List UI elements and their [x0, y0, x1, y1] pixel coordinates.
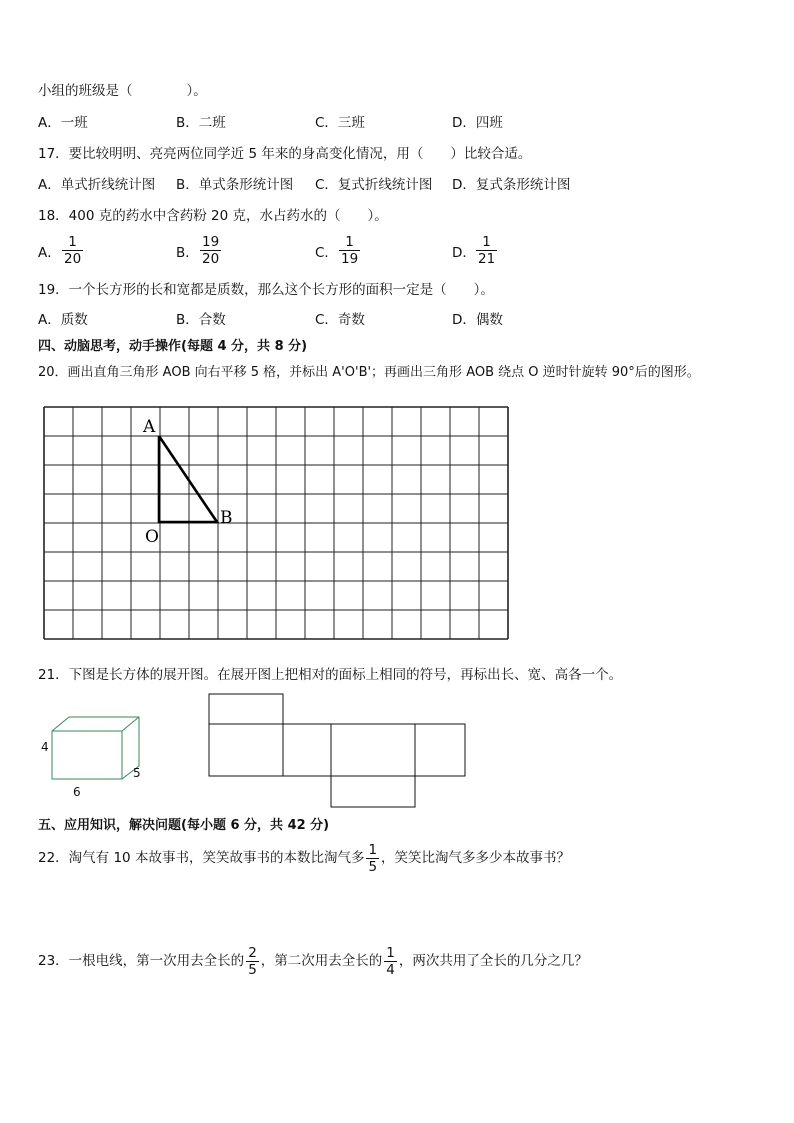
- q17-option-c: C．复式折线统计图: [315, 177, 433, 193]
- q18-option-c-letter: C．: [315, 245, 338, 261]
- q22-text: [38, 838, 570, 878]
- fraction-denominator: 20: [202, 251, 220, 267]
- q18-option-b-letter: B．: [176, 245, 199, 261]
- q21-text: 21．下图是长方体的展开图。在展开图上把相对的面标上相同的符号，再标出长、宽、高各一个。: [38, 667, 623, 683]
- net-face-3: [331, 724, 415, 776]
- label-o: O: [145, 527, 159, 547]
- q22-fraction: [366, 842, 379, 875]
- q16-option-d: D．四班: [452, 115, 503, 131]
- label-b: B: [220, 508, 233, 528]
- q22-text-before: 22．淘气有 10 本故事书，笑笑故事书的本数比淘气多: [38, 850, 365, 866]
- fraction-denominator: 5: [248, 961, 257, 978]
- q16-tail: 小组的班级是（ ）。: [38, 83, 207, 99]
- cuboid-length-label: 6: [73, 785, 81, 799]
- fraction-numerator: 19: [202, 234, 220, 250]
- net-face-2: [283, 724, 331, 776]
- net-face-1: [209, 724, 283, 776]
- q19-text: 19．一个长方形的长和宽都是质数，那么这个长方形的面积一定是（ ）。: [38, 282, 494, 298]
- q16-option-b: B．二班: [176, 115, 226, 131]
- grid-lines: [44, 407, 508, 639]
- fraction-denominator: 5: [368, 858, 378, 875]
- fraction-numerator: 1: [345, 234, 354, 250]
- triangle-aob: [159, 436, 217, 522]
- fraction-numerator: 2: [248, 944, 257, 961]
- fraction-numerator: 1: [386, 944, 395, 961]
- q19-option-b: B．合数: [176, 312, 226, 328]
- q23-fraction-2: [384, 945, 397, 978]
- q19-option-d: D．偶数: [452, 312, 503, 328]
- fraction-denominator: 19: [341, 251, 359, 267]
- q18-option-d-letter: D．: [452, 245, 476, 261]
- section-4-heading: 四、动脑思考，动手操作(每题 4 分，共 8 分): [38, 339, 308, 354]
- q20-text: 20．画出直角三角形 AOB 向右平移 5 格，并标出 A'O'B'；再画出三角形 AOB 绕点 O 逆时针旋转 90°后的图形。: [38, 365, 700, 380]
- section-5-heading: 五、应用知识，解决问题(每小题 6 分，共 42 分): [38, 818, 330, 833]
- q16-option-a: A．一班: [38, 115, 88, 131]
- q23-text: [38, 941, 588, 981]
- q23-text-after: ，两次共用了全长的几分之几？: [398, 953, 588, 969]
- q23-fraction-1: [246, 945, 259, 978]
- q23-text-before: 23．一根电线，第一次用去全长的: [38, 953, 245, 969]
- q19-option-a: A．质数: [38, 312, 88, 328]
- fraction-denominator: 4: [386, 961, 395, 978]
- q18-option-a-letter: A．: [38, 245, 61, 261]
- q17-text: 17．要比较明明、亮亮两位同学近 5 年来的身高变化情况，用（ ）比较合适。: [38, 146, 532, 162]
- cuboid-drawing: [52, 717, 139, 779]
- fraction-numerator: 1: [368, 841, 378, 858]
- fraction-numerator: 1: [482, 234, 491, 250]
- fraction-numerator: 1: [68, 234, 77, 250]
- net-face-bottom: [331, 776, 415, 807]
- cuboid-figures: [0, 680, 794, 820]
- cuboid-net: [209, 694, 465, 807]
- fraction-denominator: 20: [64, 251, 82, 267]
- label-a: A: [143, 417, 156, 437]
- q17-option-b: B．单式条形统计图: [176, 177, 294, 193]
- q17-option-a: A．单式折线统计图: [38, 177, 156, 193]
- net-face-4: [415, 724, 465, 776]
- net-face-top: [209, 694, 283, 724]
- q16-option-c: C．三班: [315, 115, 365, 131]
- q17-option-d: D．复式条形统计图: [452, 177, 571, 193]
- q23-text-mid: ，第二次用去全长的: [260, 953, 383, 969]
- cuboid-width-label: 5: [133, 766, 141, 780]
- q19-option-c: C．奇数: [315, 312, 365, 328]
- fraction-denominator: 21: [478, 251, 496, 267]
- q22-text-after: ，笑笑比淘气多多少本故事书？: [381, 850, 571, 866]
- q18-text: 18．400 克的药水中含药粉 20 克，水占药水的（ ）。: [38, 208, 388, 224]
- cuboid-height-label: 4: [41, 740, 49, 754]
